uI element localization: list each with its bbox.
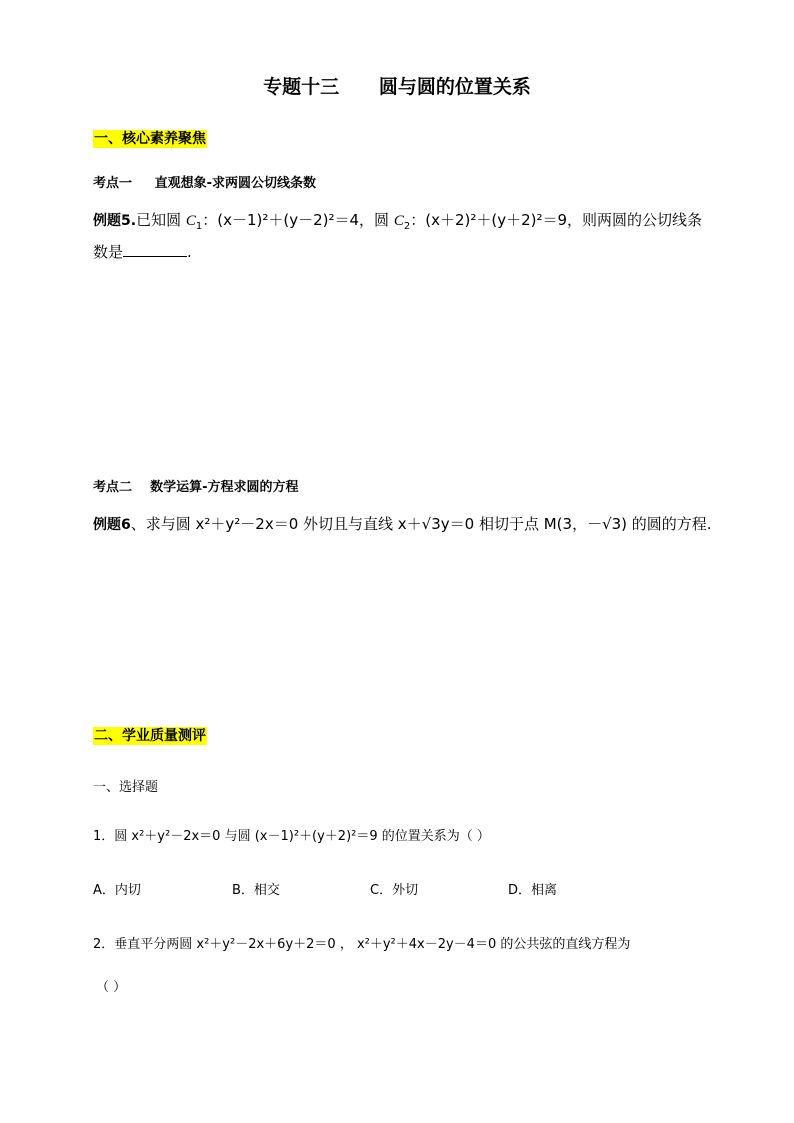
point-one-label: 考点一 直观想象-求两圆公切线条数 [93, 176, 317, 191]
section-heading-core [93, 128, 207, 148]
c2-sub: 2 [403, 221, 411, 232]
question-2: 2．垂直平分两圆 x²＋y²－2x＋6y＋2＝0 ， x²＋y²＋4x－2y－4＝0 的公共弦的直线方程为 [93, 937, 631, 952]
section-heading-quality-text: 二、学业质量测评 [94, 728, 206, 744]
c1-sub: 1 [195, 221, 203, 232]
example-5-eq1: ：(x－1)²＋(y－2)²＝4，圆 [202, 211, 394, 229]
example-6 [93, 509, 733, 541]
q1-option-c: C．外切 [370, 883, 419, 898]
c1-label: C [185, 213, 196, 229]
question-1: 1．圆 x²＋y²－2x＝0 与圆 (x－1)²＋(y＋2)²＝9 的位置关系为（ ） [93, 829, 490, 844]
example-5 [93, 205, 723, 268]
example-5-eq2: ：(x＋2)²＋(y＋2)²＝9，则两圆的公切线条 [410, 211, 703, 229]
example-5-end: . [187, 243, 192, 261]
page-title: 专题十三 圆与圆的位置关系 [263, 76, 531, 98]
q1-option-d: D．相离 [508, 883, 558, 898]
question-2-paren: （ ） [96, 980, 127, 995]
point-two-label: 考点二 数学运算-方程求圆的方程 [93, 480, 299, 495]
q1-option-a: A．内切 [93, 883, 141, 898]
example-6-label: 例题6 [93, 517, 131, 533]
section-heading-quality [93, 725, 207, 745]
choice-section-heading: 一、选择题 [93, 780, 159, 795]
c2-label: C [393, 213, 404, 229]
example-5-label: 例题5. [93, 213, 137, 229]
section-heading-core-text: 一、核心素养聚焦 [94, 131, 206, 147]
q1-option-b: B．相交 [232, 883, 280, 898]
example-6-text: 、求与圆 x²＋y²－2x＝0 外切且与直线 x＋√3y＝0 相切于点 M(3，－√3) 的圆的方程. [130, 515, 712, 533]
example-5-line2: 数是 [93, 243, 124, 261]
answer-blank [123, 242, 187, 257]
example-5-text-a: 已知圆 [136, 211, 186, 229]
